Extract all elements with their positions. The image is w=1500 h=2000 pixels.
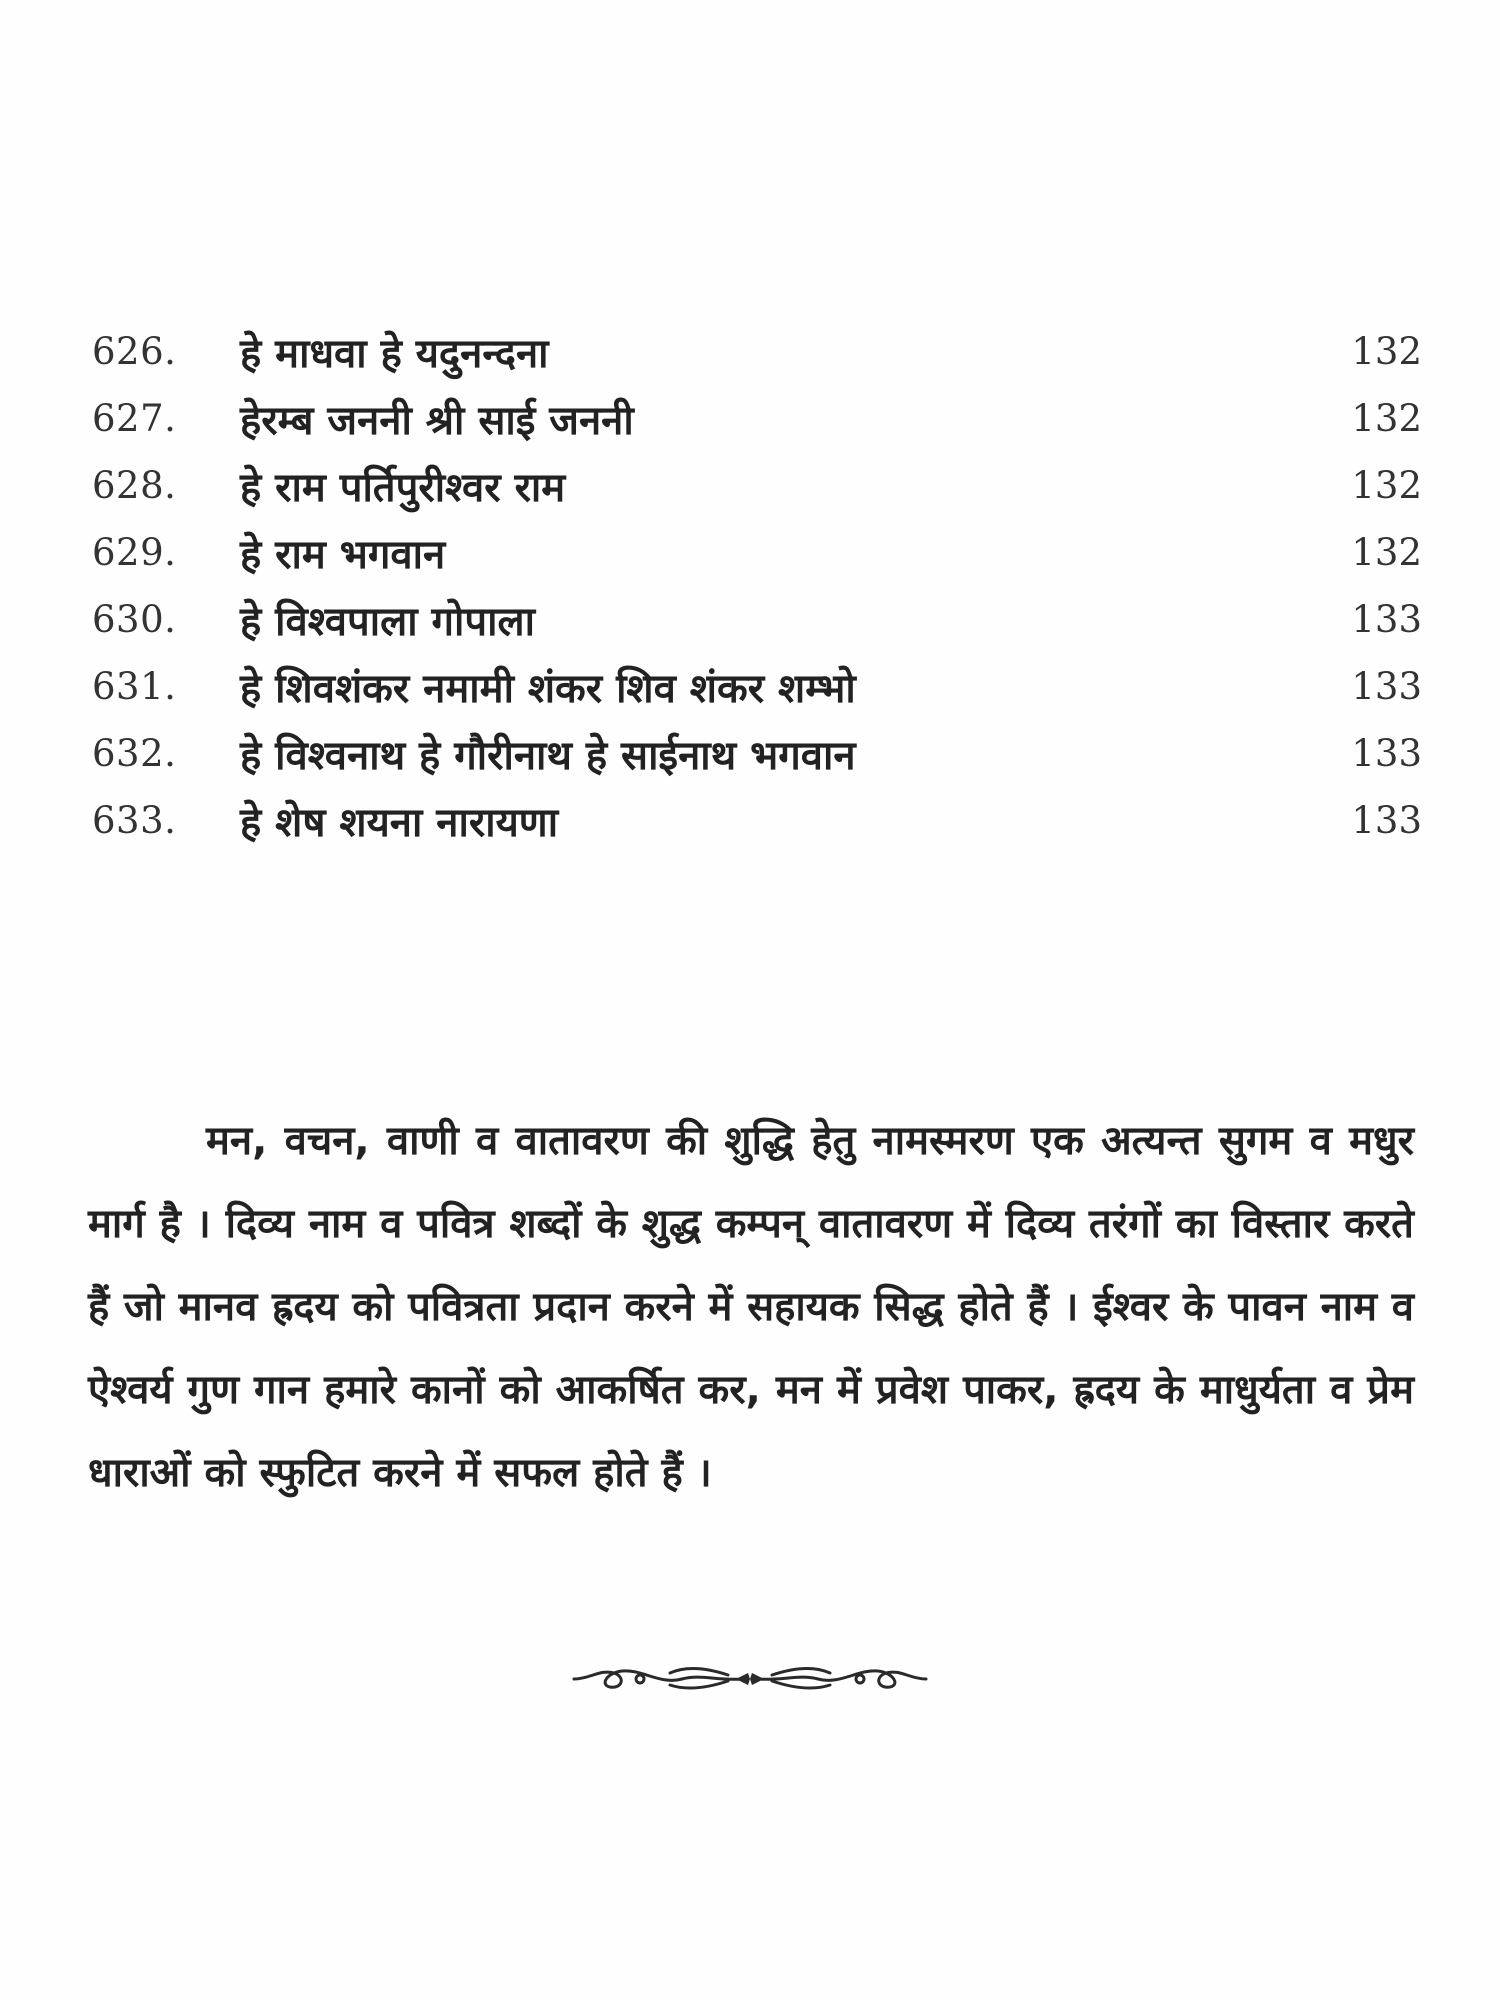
entry-number: 626.	[92, 330, 177, 373]
entry-number: 629.	[92, 531, 177, 574]
entry-number: 628.	[92, 464, 177, 507]
entry-number: 630.	[92, 598, 177, 641]
index-row	[92, 586, 1422, 653]
index-row	[92, 318, 1422, 385]
entry-title: हेरम्ब जननी श्री साई जननी	[240, 398, 634, 444]
body-paragraph: मन, वचन, वाणी व वातावरण की शुद्धि हेतु नामस्मरण एक अत्यन्त सुगम व मधुर मार्ग है । दिव्य नाम व पवित्र शब्दों के शुद्ध कम्पन् वातावरण में दिव्य तरंगों का विस्तार करते हैं जो मानव ह्रदय को पवित्रता प्रदान करने में सहायक सिद्ध होते हैं । ईश्वर के पावन नाम व ऐश्वर्य गुण गान हमारे कानों को आकर्षित कर, मन में प्रवेश पाकर, ह्रदय के माधुर्यता व प्रेम धाराओं को स्फुटित करने में सफल होते हैं ।	[88, 1118, 1414, 1496]
entry-title: हे शिवशंकर नमामी शंकर शिव शंकर शम्भो	[240, 666, 856, 712]
entry-number: 633.	[92, 799, 177, 842]
entry-page-number: 133	[1351, 665, 1422, 708]
entry-page-number: 133	[1351, 799, 1422, 842]
entry-page-number: 133	[1351, 732, 1422, 775]
entry-title: हे राम पर्तिपुरीश्वर राम	[240, 465, 566, 511]
scroll-flourish-icon	[570, 1655, 930, 1703]
entry-number: 627.	[92, 397, 177, 440]
index-row	[92, 653, 1422, 720]
entry-page-number: 132	[1351, 397, 1422, 440]
index-row	[92, 385, 1422, 452]
index-row	[92, 787, 1422, 854]
entry-page-number: 132	[1351, 531, 1422, 574]
entry-number: 632.	[92, 732, 177, 775]
index-row	[92, 519, 1422, 586]
entry-title: हे शेष शयना नारायणा	[240, 800, 559, 846]
entry-title: हे माधवा हे यदुनन्दना	[240, 331, 549, 377]
entry-number: 631.	[92, 665, 177, 708]
entry-title: हे विश्वपाला गोपाला	[240, 599, 535, 645]
index-row	[92, 720, 1422, 787]
bhajan-index-list	[92, 318, 1422, 854]
index-row	[92, 452, 1422, 519]
entry-page-number: 133	[1351, 598, 1422, 641]
entry-title: हे विश्वनाथ हे गौरीनाथ हे साईनाथ भगवान	[240, 733, 856, 779]
entry-page-number: 132	[1351, 330, 1422, 373]
entry-title: हे राम भगवान	[240, 532, 446, 578]
entry-page-number: 132	[1351, 464, 1422, 507]
